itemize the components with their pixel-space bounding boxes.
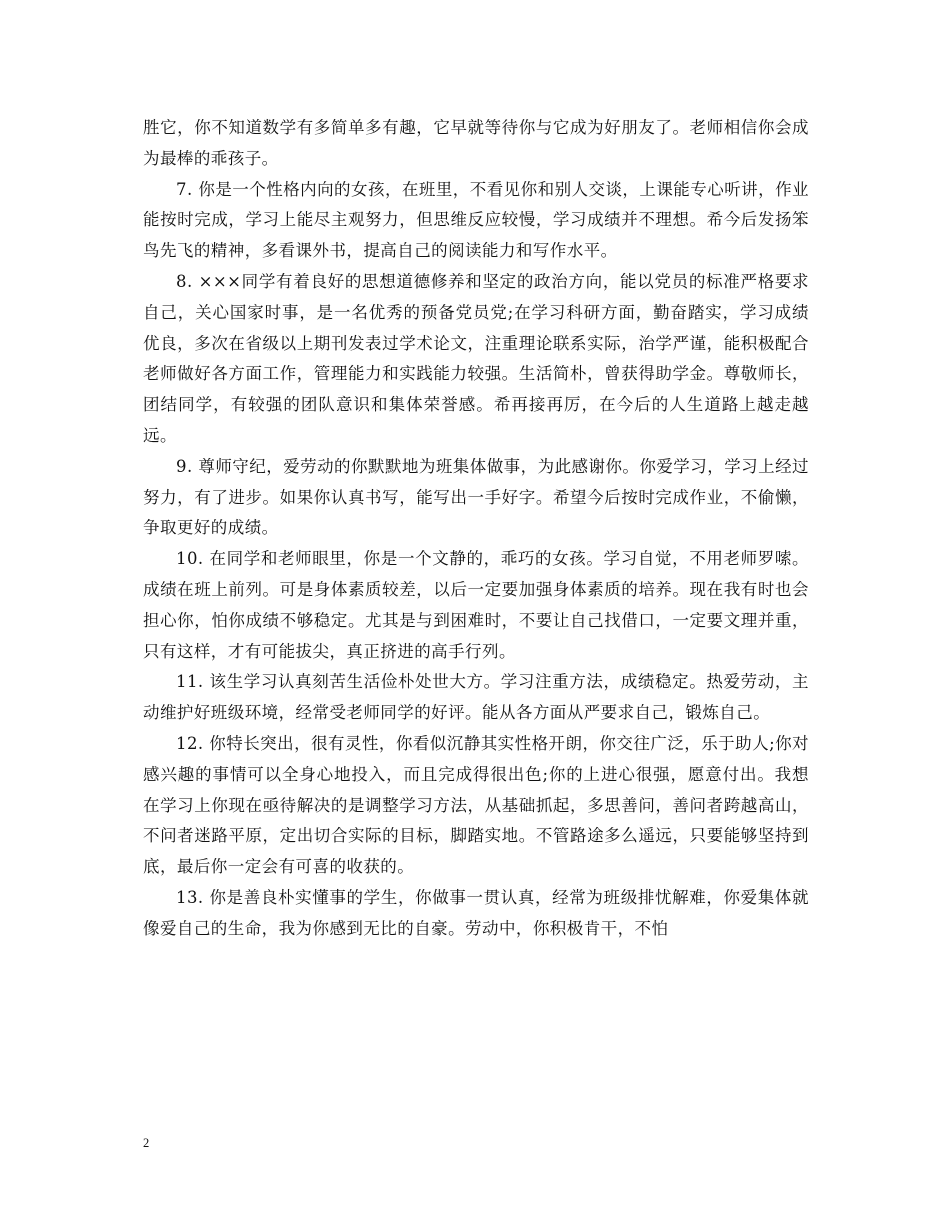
document-body — [143, 113, 809, 945]
paragraph-continuation: 胜它，你不知道数学有多简单多有趣，它早就等待你与它成为好朋友了。老师相信你会成为最棒的乖孩子。 — [143, 118, 809, 168]
paragraph-item-9: 9. 尊师守纪，爱劳动的你默默地为班集体做事，为此感谢你。你爱学习，学习上经过努力，有了进步。如果你认真书写，能写出一手好字。希望今后按时完成作业，不偷懒，争取更好的成绩。 — [143, 456, 809, 538]
page-number: 2 — [143, 1136, 150, 1150]
paragraph-item-12: 12. 你特长突出，很有灵性，你看似沉静其实性格开朗，你交往广泛，乐于助人;你对感兴趣的事情可以全身心地投入，而且完成得很出色;你的上进心很强，愿意付出。我想在学习上你现在亟待解决的是调整学习方法，从基础抓起，多思善问，善问者跨越高山，不问者迷路平原，定出切合实际的目标，脚踏实地。不管路途多么遥远，只要能够坚持到底，最后你一定会有可喜的收获的。 — [143, 733, 809, 877]
paragraph-item-13: 13. 你是善良朴实懂事的学生，你做事一贯认真，经常为班级排忧解难，你爱集体就像爱自己的生命，我为你感到无比的自豪。劳动中，你积极肯干，不怕 — [143, 887, 809, 938]
paragraph-item-10: 10. 在同学和老师眼里，你是一个文静的，乖巧的女孩。学习自觉，不用老师罗嗦。成绩在班上前列。可是身体素质较差，以后一定要加强身体素质的培养。现在我有时也会担心你，怕你成绩不够稳定。尤其是与到困难时，不要让自己找借口，一定要文理并重，只有这样，才有可能拔尖，真正挤进的高手行列。 — [143, 549, 809, 661]
paragraph-item-7: 7. 你是一个性格内向的女孩，在班里，不看见你和别人交谈，上课能专心听讲，作业能按时完成，学习上能尽主观努力，但思维反应较慢，学习成绩并不理想。希今后发扬笨鸟先飞的精神，多看课外书，提高自己的阅读能力和写作水平。 — [143, 179, 809, 261]
paragraph-item-11: 11. 该生学习认真刻苦生活俭朴处世大方。学习注重方法，成绩稳定。热爱劳动，主动维护好班级环境，经常受老师同学的好评。能从各方面从严要求自己，锻炼自己。 — [143, 672, 809, 723]
paragraph-item-8: 8. ×××同学有着良好的思想道德修养和坚定的政治方向，能以党员的标准严格要求自己，关心国家时事，是一名优秀的预备党员党;在学习科研方面，勤奋踏实，学习成绩优良，多次在省级以上期刊发表过学术论文，注重理论联系实际，治学严谨，能积极配合老师做好各方面工作，管理能力和实践能力较强。生活简朴，曾获得助学金。尊敬师长，团结同学，有较强的团队意识和集体荣誉感。希再接再厉，在今后的人生道路上越走越远。 — [143, 271, 809, 445]
